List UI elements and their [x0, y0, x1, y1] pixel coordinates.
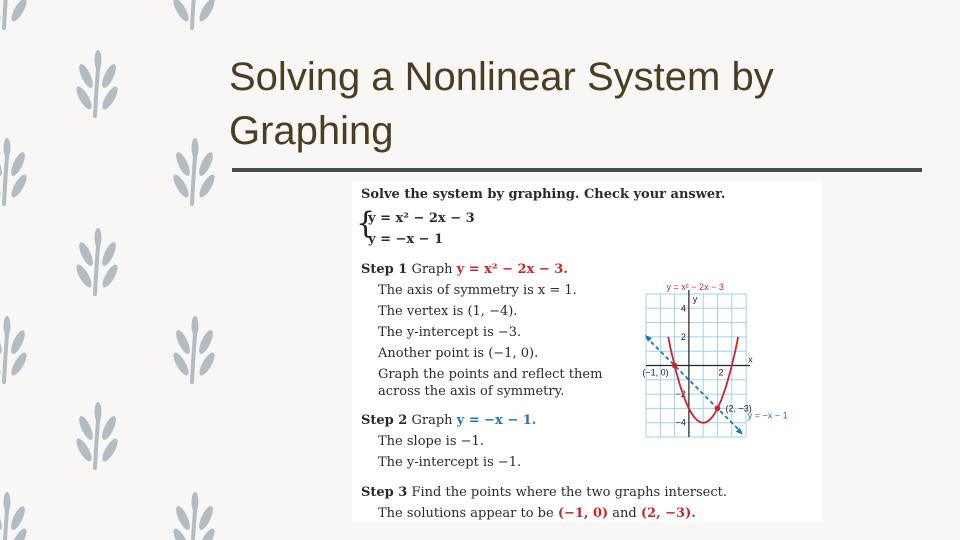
step1-text: Graph [411, 262, 453, 277]
line-label: y = −x − 1 [747, 410, 788, 421]
x-tick-label: 2 [718, 367, 724, 378]
step1-detail: Graph the points and reflect them [378, 367, 603, 382]
leaf-icon [74, 402, 121, 468]
y-tick-label: −2 [675, 389, 686, 400]
leaf-icon [171, 0, 218, 28]
step1-detail: The axis of symmetry is x = 1. [378, 283, 577, 298]
step1-detail: The y-intercept is −3. [378, 325, 522, 340]
step3-solution [378, 506, 696, 521]
step2-eq: y = −x − 1. [456, 413, 537, 428]
slide-title-line2: Graphing [229, 109, 394, 153]
parabola-label: y = x² − 2x − 3 [666, 282, 724, 292]
step3-text: Find the points where the two graphs intersect. [411, 485, 728, 500]
solution-prefix: The solutions appear to be [378, 506, 554, 521]
leaf-icon [74, 50, 121, 116]
step2-detail: The slope is −1. [378, 434, 484, 449]
y-tick-label: 2 [680, 331, 686, 342]
system-brace: { [356, 206, 376, 241]
problem-heading: Solve the system by graphing. Check your answer. [361, 187, 726, 202]
leaf-icon [0, 316, 29, 382]
intersection-point [672, 363, 678, 369]
point-label: (−1, 0) [642, 367, 669, 378]
step2-detail: The y-intercept is −1. [378, 455, 522, 470]
y-axis-label: y [692, 294, 698, 304]
step1-detail: The vertex is (1, −4). [378, 304, 518, 319]
step2-text: Graph [411, 413, 453, 428]
solution-2: (2, −3). [640, 506, 696, 521]
step1-detail: across the axis of symmetry. [378, 384, 565, 399]
leaf-icon [171, 316, 218, 382]
slide-title [229, 50, 929, 158]
y-tick-label: −4 [675, 417, 686, 428]
leaf-icon [171, 138, 218, 204]
system-eq2: y = −x − 1 [368, 232, 444, 247]
x-axis-label: x [748, 354, 753, 365]
step3-line [361, 485, 727, 500]
step3-label: Step 3 [361, 485, 408, 500]
slide-title-line1: Solving a Nonlinear System by [229, 55, 774, 99]
point-label: (2, −3) [725, 403, 752, 414]
title-divider [232, 168, 922, 172]
leaf-icon [0, 492, 29, 540]
intersection-point [715, 406, 721, 412]
solution-and: and [612, 506, 637, 521]
system-eq1: y = x² − 2x − 3 [368, 211, 475, 226]
y-tick-label: 4 [680, 303, 686, 314]
step1-eq: y = x² − 2x − 3. [456, 262, 568, 277]
leaf-icon [171, 492, 218, 540]
system-graph [640, 280, 822, 440]
leaf-pattern [0, 0, 230, 540]
step1-label: Step 1 [361, 262, 408, 277]
step1-line [361, 262, 568, 277]
leaf-icon [0, 0, 29, 28]
step1-detail: Another point is (−1, 0). [378, 346, 539, 361]
leaf-icon [0, 138, 29, 204]
step2-line [361, 413, 536, 428]
solution-1: (−1, 0) [557, 506, 609, 521]
leaf-icon [74, 228, 121, 294]
step2-label: Step 2 [361, 413, 408, 428]
